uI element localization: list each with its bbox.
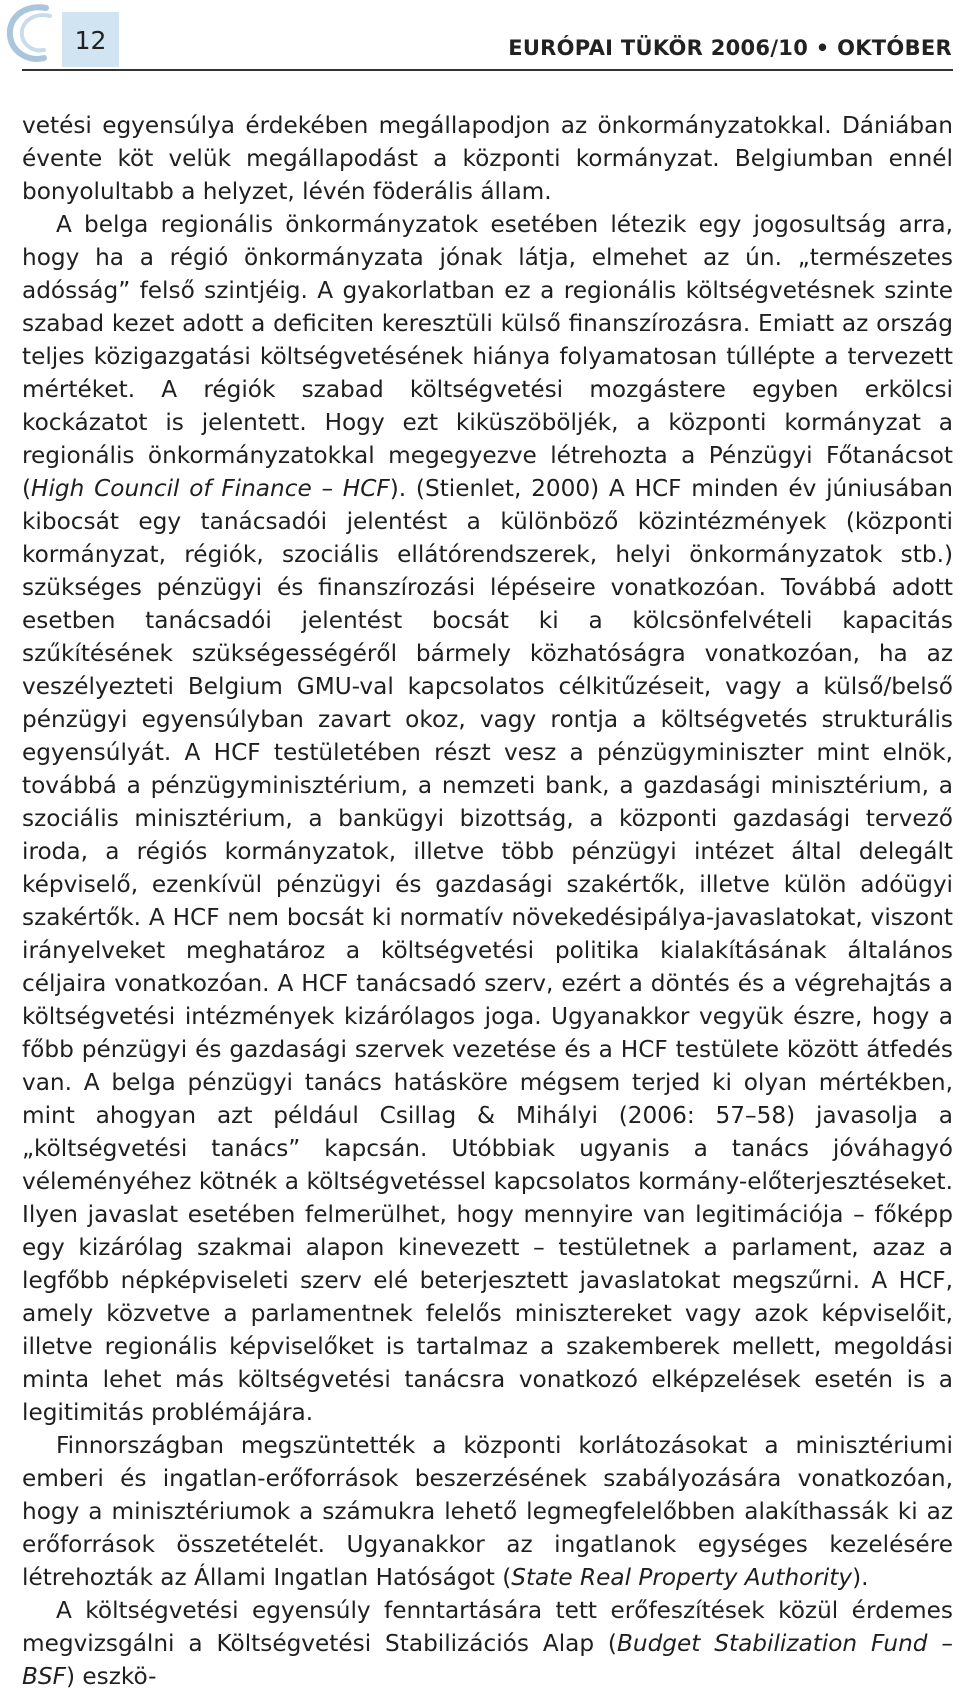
paragraph-1: vetési egyensúlya érdekében megállapodjon az önkormányzatokkal. Dániában évente köt velük megállapodást a központi kormányzat. Belgiumban ennél bonyolultabb a helyzet, lévén föderális állam.	[22, 112, 953, 205]
header-rule	[22, 69, 953, 71]
paragraph-4: A költségvetési egyensúly fenntartására tett erőfeszítések közül érdemes megvizsgálni a Költségvetési Stabilizációs Alap (Budget Stabilization Fund – BSF) eszkö-	[22, 1597, 953, 1690]
article-body	[22, 109, 953, 1693]
page-number: 12	[74, 26, 107, 55]
paragraph-3: Finnországban megszüntették a központi korlátozásokat a minisztériumi emberi és ingatlan-erőforrások beszerzésének szabályozására vonatkozóan, hogy a minisztériumok a számukra lehető legmegfelelőbben alakíthassák ki az erőforrások összetételét. Ugyanakkor az ingatlanok egységes kezelésére létrehozták az Állami Ingatlan Hatóságot (State Real Property Authority).	[22, 1432, 953, 1591]
term-srpa: State Real Property Authority	[511, 1564, 853, 1591]
page-header	[0, 0, 960, 72]
term-hcf: High Council of Finance – HCF	[31, 475, 390, 502]
journal-title: EURÓPAI TÜKÖR 2006/10 • OKTÓBER	[508, 36, 952, 60]
paragraph-2: A belga regionális önkormányzatok esetében létezik egy jogosultság arra, hogy ha a régió önkormányzata jónak látja, elmehet az ún. „természetes adósság” felső szintjéig. A gyakorlatban ez a regionális költségvetésnek szinte szabad kezet adott a deficiten keresztüli külső finanszírozásra. Emiatt az ország teljes közigazgatási költségvetésének hiánya folyamatosan túllépte a tervezett mértéket. A régiók szabad költségvetési mozgástere egyben erkölcsi kockázatot is jelentett. Hogy ezt kiküszöböljék, a központi kormányzat a regionális önkormányzatokkal megegyezve létrehozta a Pénzügyi Főtanácsot (High Council of Finance – HCF). (Stienlet, 2000) A HCF minden év júniusában kibocsát egy tanácsadói jelentést a különböző közintézmények (központi kormányzat, régiók, szociális ellátórendszerek, helyi önkormányzatok stb.) szükséges pénzügyi és finanszírozási lépéseire vonatkozóan. Továbbá adott esetben tanácsadói jelentést bocsát ki a kölcsönfelvételi kapacitás szűkítésének szükségességéről bármely közhatóságra vonatkozóan, ha az veszélyezteti Belgium GMU-val kapcsolatos célkitűzéseit, vagy a külső/belső pénzügyi egyensúlyban zavart okoz, vagy rontja a költségvetés strukturális egyensúlyát. A HCF testületében részt vesz a pénzügyminiszter mint elnök, továbbá a pénzügyminisztérium, a nemzeti bank, a gazdasági minisztérium, a szociális minisztérium, a bankügyi bizottság, a központi gazdasági tervező iroda, a régiós kormányzatok, illetve több pénzügyi intézet által delegált képviselő, ezenkívül pénzügyi és gazdasági szakértők, illetve külön adóügyi szakértők. A HCF nem bocsát ki normatív növekedésipálya-javaslatokat, viszont irányelveket meghatároz a költségvetési politika kialakításának általános céljaira vonatkozóan. A HCF tanácsadó szerv, ezért a döntés és a végrehajtás a költségvetési intézmények kizárólagos joga. Ugyanakkor vegyük észre, hogy a főbb pénzügyi és gazdasági szervek vezetése és a HCF testülete között átfedés van. A belga pénzügyi tanács hatásköre mégsem terjed ki olyan mértékben, mint ahogyan azt például Csillag & Mihályi (2006: 57–58) javasolja a „költségvetési tanács” kapcsán. Utóbbiak ugyanis a tanács jóváhagyó véleményéhez kötnék a költségvetéssel kapcsolatos kormány-előterjesztéseket. Ilyen javaslat esetében felmerülhet, hogy mennyire van legitimációja – főképp egy kizárólag szakmai alapon kinevezett – testületnek a parlament, azaz a legfőbb népképviseleti szerv elé beterjesztett javaslatokat megszűrni. A HCF, amely közvetve a parlamentnek felelős minisztereket vagy azok képviselőit, illetve regionális képviselőket is tartalmaz a szakemberek mellett, megoldási minta lehet más költségvetési tanácsra vonatkozó elképzelések esetén is a legitimitás problémájára.	[22, 211, 953, 1426]
journal-logo-icon	[4, 2, 64, 64]
term-bsf: Budget Stabilization Fund – BSF	[22, 1630, 953, 1690]
